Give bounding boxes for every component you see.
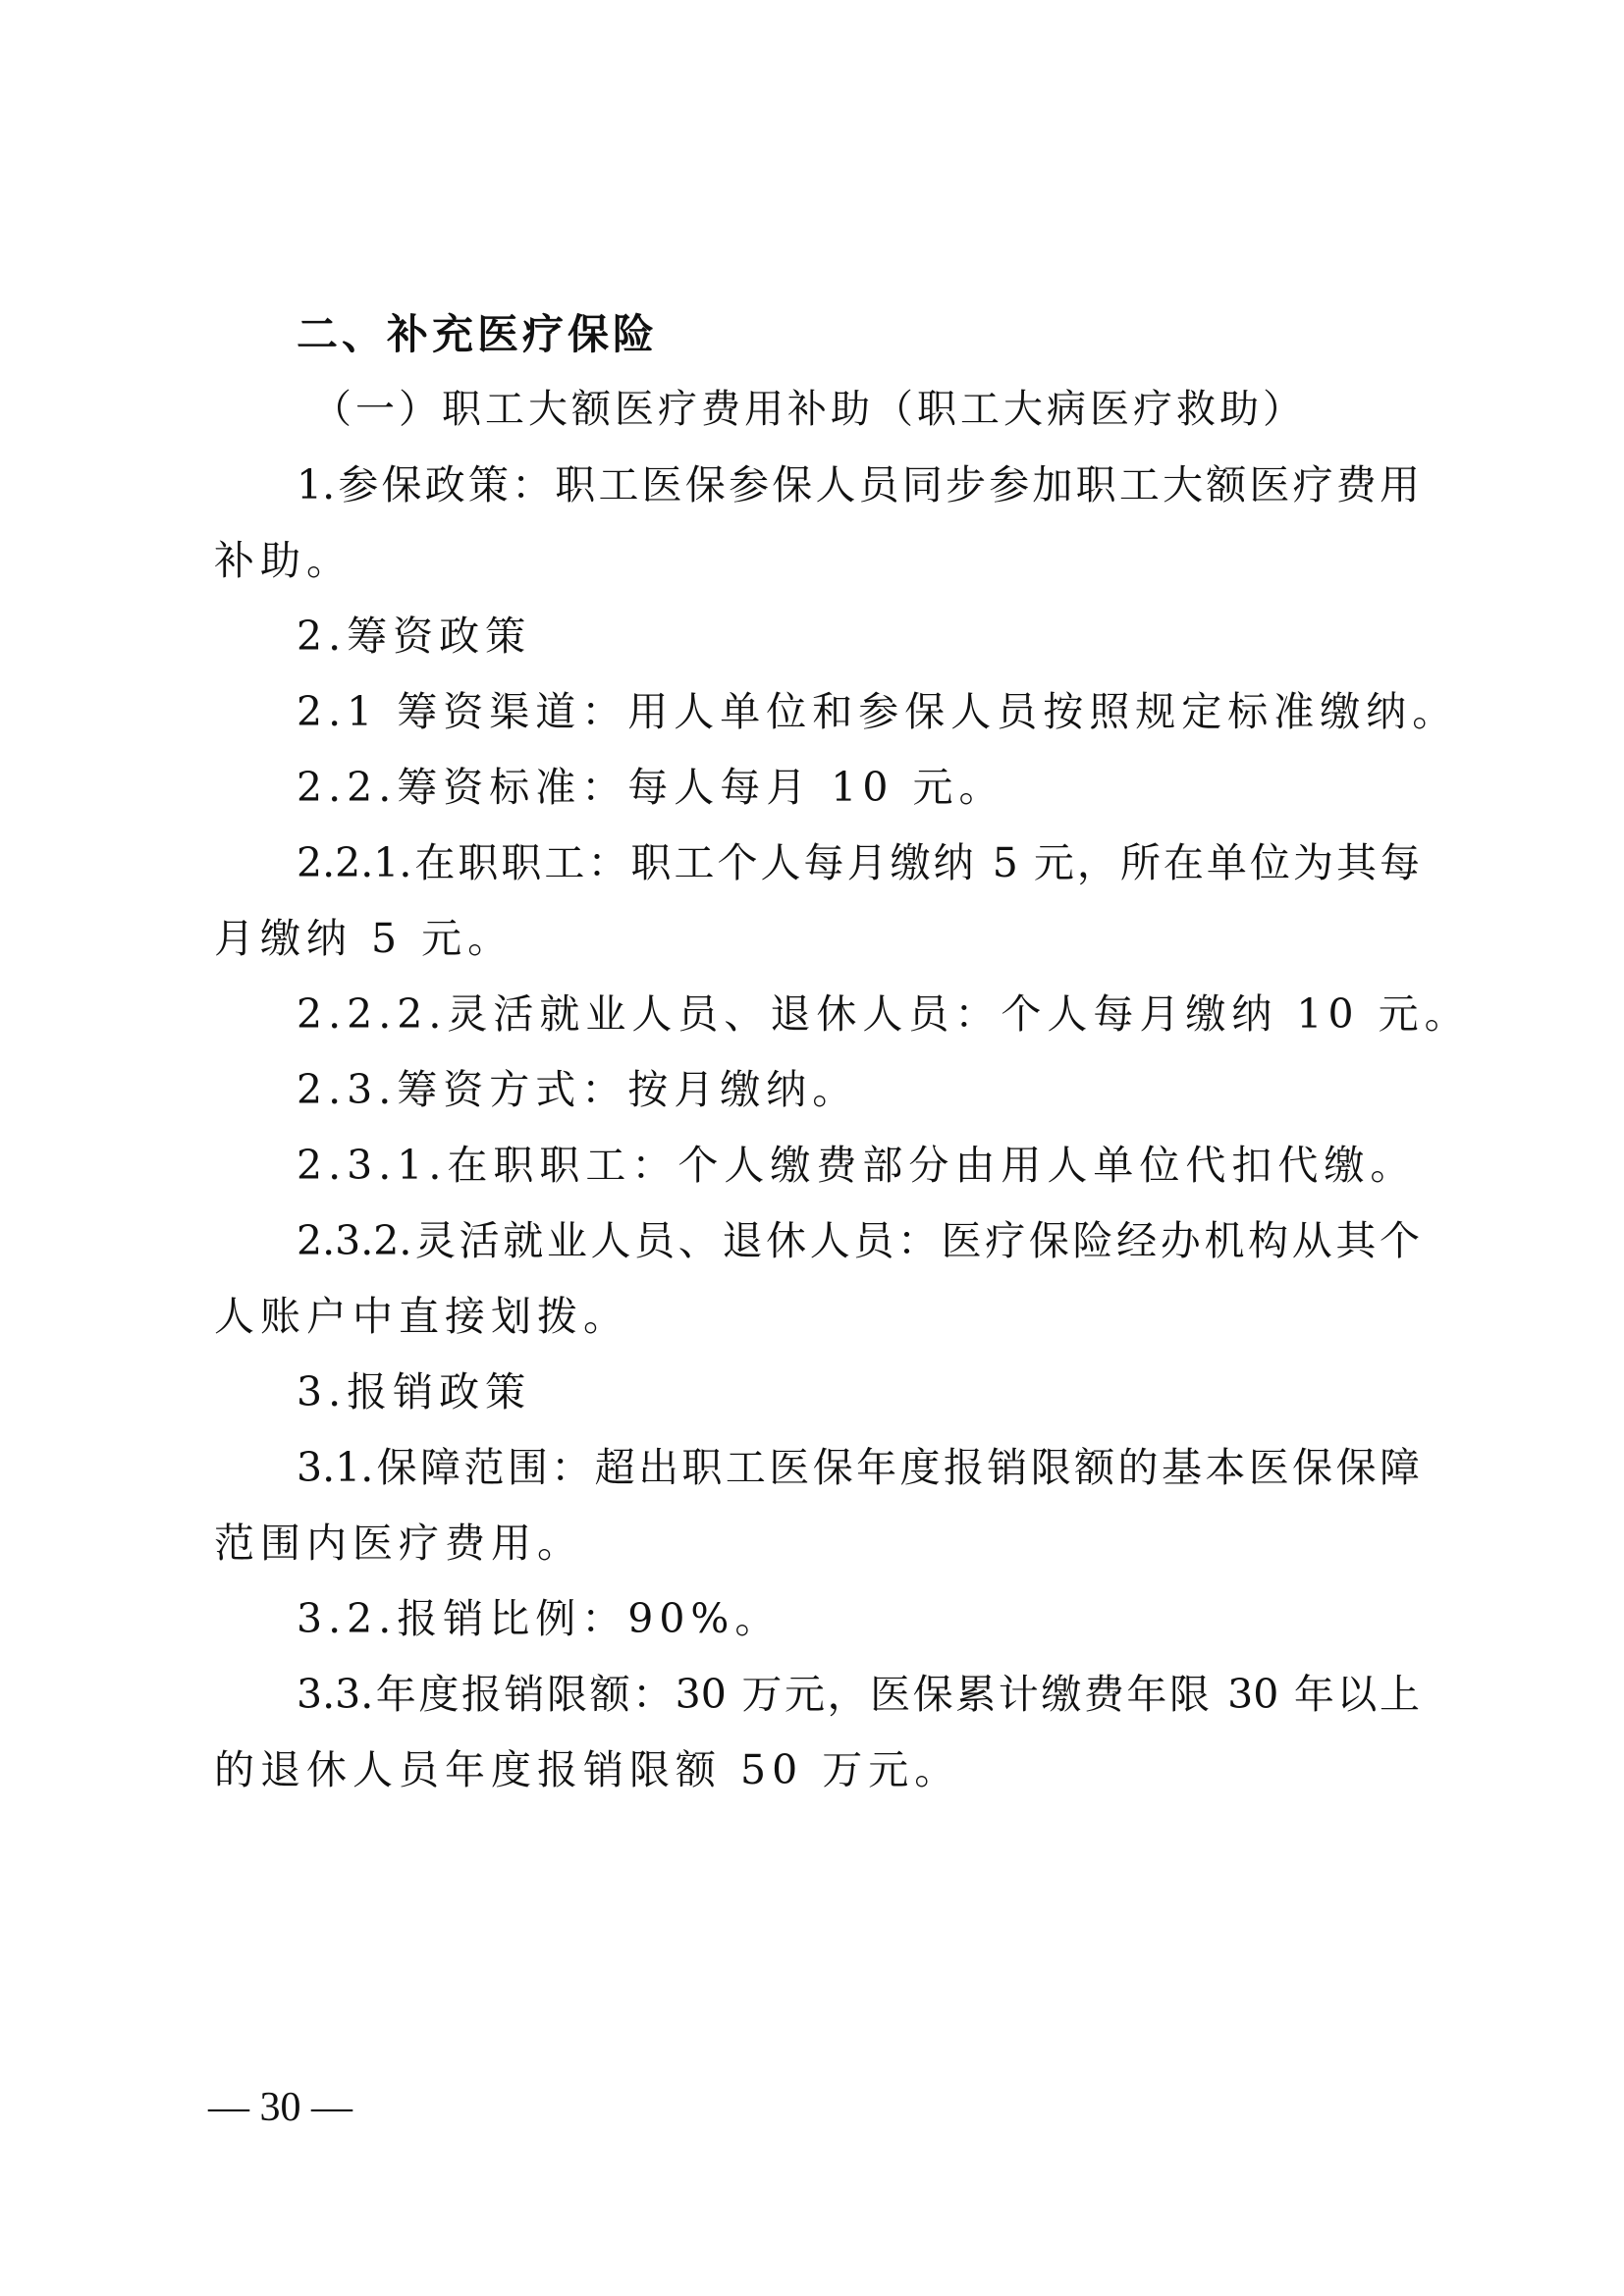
paragraph-5-line-2: 月缴纳 5 元。	[214, 915, 514, 962]
section-heading: 二、补充医疗保险	[297, 310, 659, 358]
paragraph-4: 2.2.筹资标准：每人每月 10 元。	[297, 764, 1005, 811]
paragraph-3: 2.1 筹资渠道：用人单位和参保人员按照规定标准缴纳。	[297, 688, 1459, 735]
paragraph-10: 3.报销政策	[297, 1368, 532, 1415]
paragraph-5-line-1: 2.2.1.在职职工：职工个人每月缴纳 5 元，所在单位为其每	[297, 839, 1420, 886]
subsection-heading: （一）职工大额医疗费用补助（职工大病医疗救助）	[312, 387, 1306, 432]
paragraph-9-line-1: 2.3.2.灵活就业人员、退休人员：医疗保险经办机构从其个	[297, 1217, 1420, 1264]
paragraph-8: 2.3.1.在职职工：个人缴费部分由用人单位代扣代缴。	[297, 1142, 1417, 1189]
paragraph-11-line-1: 3.1.保障范围：超出职工医保年度报销限额的基本医保保障	[297, 1444, 1420, 1491]
paragraph-9-line-2: 人账户中直接划拨。	[214, 1293, 629, 1340]
paragraph-12: 3.2.报销比例：90%。	[297, 1595, 782, 1642]
paragraph-2: 2.筹资政策	[297, 613, 532, 660]
page-number: — 30 —	[208, 2085, 352, 2130]
paragraph-7: 2.3.筹资方式：按月缴纳。	[297, 1066, 859, 1113]
paragraph-13-line-2: 的退休人员年度报销限额 50 万元。	[214, 1746, 961, 1793]
paragraph-13-line-1: 3.3.年度报销限额：30 万元，医保累计缴费年限 30 年以上	[297, 1671, 1420, 1718]
paragraph-1-line-1: 1.参保政策：职工医保参保人员同步参加职工大额医疗费用	[297, 461, 1420, 508]
paragraph-6: 2.2.2.灵活就业人员、退休人员：个人每月缴纳 10 元。	[297, 990, 1471, 1038]
paragraph-1-line-2: 补助。	[214, 537, 352, 584]
document-body	[214, 296, 1471, 1808]
paragraph-11-line-2: 范围内医疗费用。	[214, 1520, 583, 1567]
